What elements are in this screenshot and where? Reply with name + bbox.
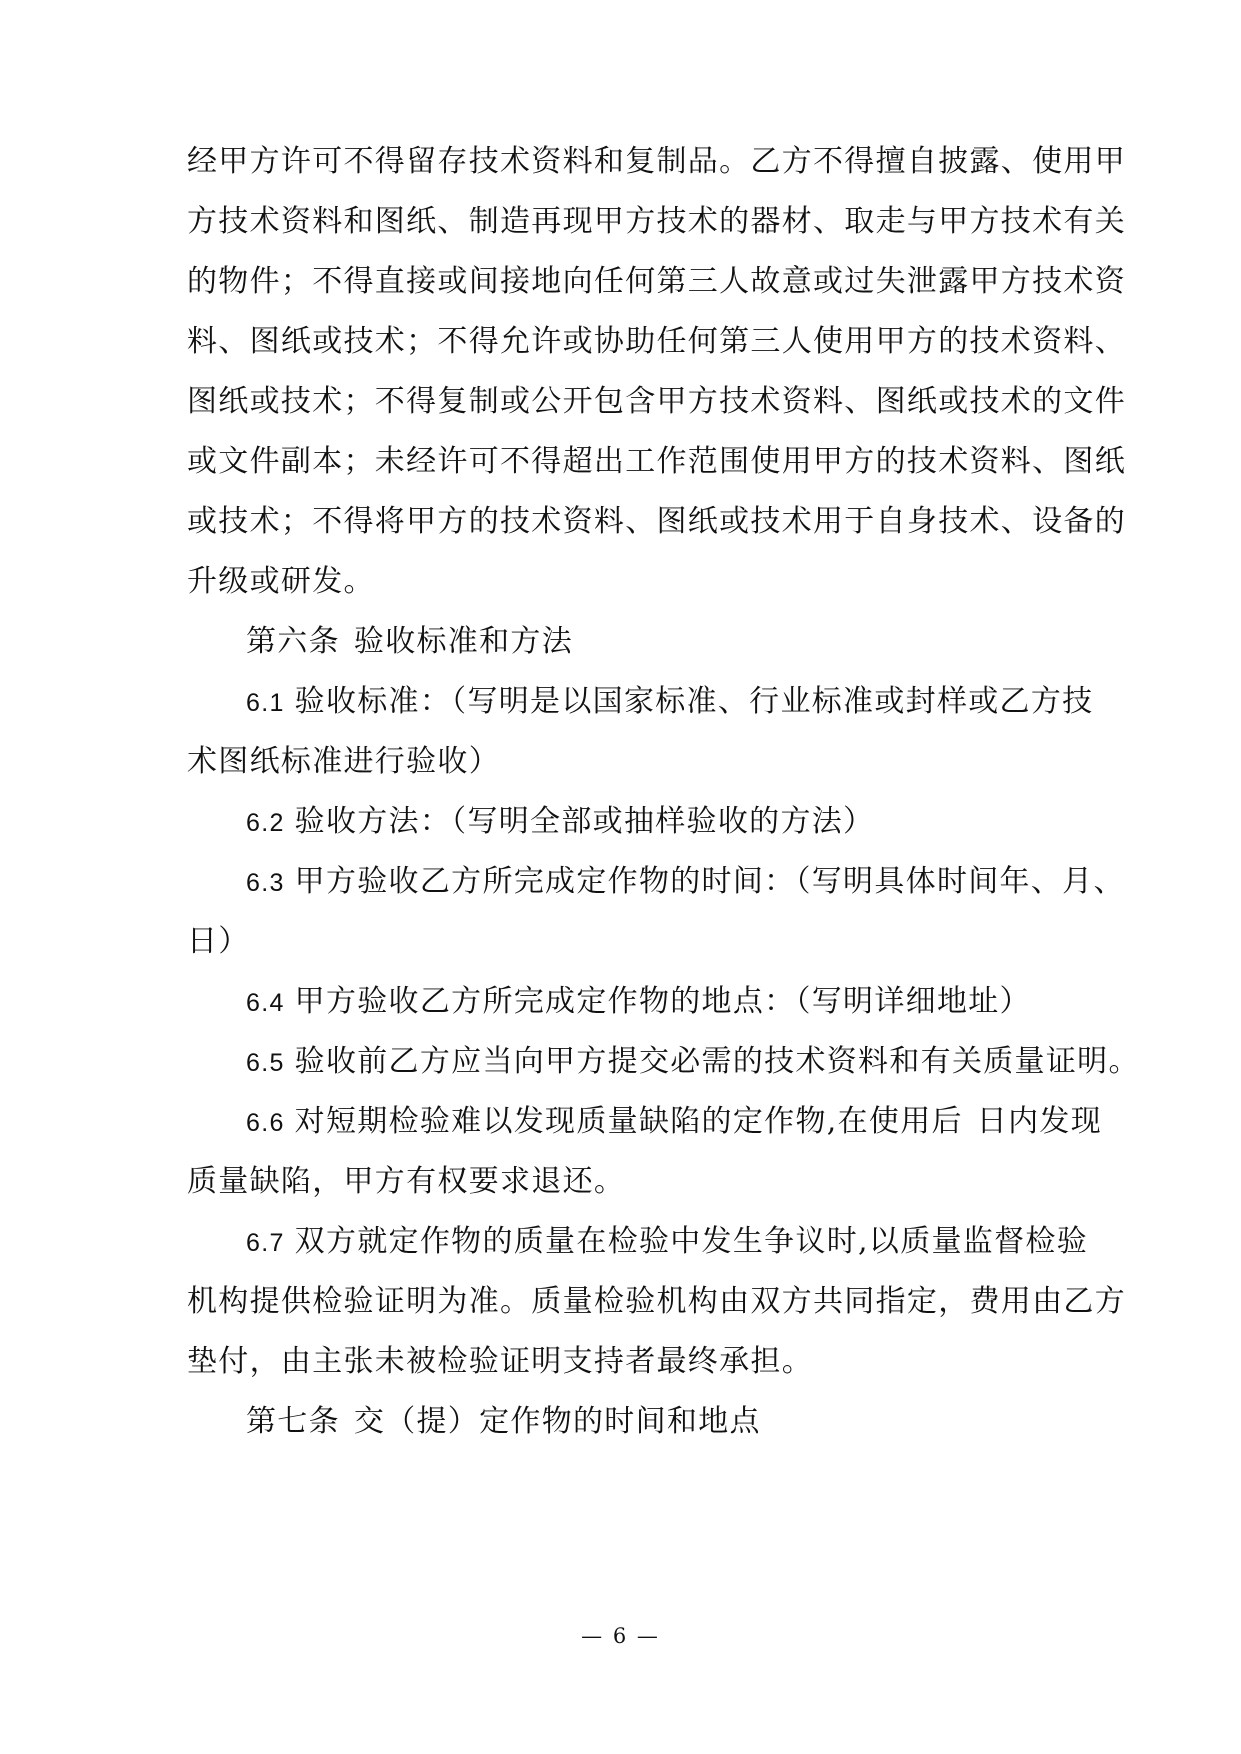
clause-6-3-continuation: 日） bbox=[187, 924, 250, 959]
article-6-heading bbox=[246, 622, 573, 662]
clause-number: 6.2 bbox=[246, 809, 285, 837]
clause-6-7-continuation: 垫付，由主张未被检验证明支持者最终承担。 bbox=[187, 1344, 813, 1379]
paragraph-line: 方技术资料和图纸、制造再现甲方技术的器材、取走与甲方技术有关 bbox=[187, 204, 1126, 239]
clause-number: 6.1 bbox=[246, 689, 285, 717]
clause-6-6 bbox=[246, 1102, 1102, 1143]
clause-text: 验收前乙方应当向甲方提交必需的技术资料和有关质量证明。 bbox=[294, 1044, 1140, 1079]
page-number: — 6 — bbox=[581, 1624, 660, 1648]
clause-6-7 bbox=[246, 1222, 1088, 1263]
paragraph-line: 图纸或技术；不得复制或公开包含甲方技术资料、图纸或技术的文件 bbox=[187, 384, 1126, 419]
paragraph-line: 料、图纸或技术；不得允许或协助任何第三人使用甲方的技术资料、 bbox=[187, 324, 1126, 359]
article-6-title: 验收标准和方法 bbox=[353, 624, 574, 659]
clause-text: 双方就定作物的质量在检验中发生争议时,以质量监督检验 bbox=[294, 1224, 1088, 1259]
clause-text: 对短期检验难以发现质量缺陷的定作物,在使用后 bbox=[294, 1104, 963, 1139]
clause-6-1-continuation: 术图纸标准进行验收） bbox=[187, 744, 500, 779]
clause-number: 6.5 bbox=[246, 1049, 285, 1077]
clause-number: 6.4 bbox=[246, 989, 285, 1017]
clause-6-1 bbox=[246, 682, 1093, 723]
clause-6-2 bbox=[246, 802, 874, 843]
article-7-title: 交（提）定作物的时间和地点 bbox=[353, 1404, 761, 1439]
paragraph-line: 或技术；不得将甲方的技术资料、图纸或技术用于自身技术、设备的 bbox=[187, 504, 1126, 539]
clause-number: 6.3 bbox=[246, 869, 285, 897]
clause-6-5 bbox=[246, 1042, 1140, 1083]
paragraph-line: 升级或研发。 bbox=[187, 564, 375, 599]
clause-text: 甲方验收乙方所完成定作物的时间：（写明具体时间年、月、 bbox=[294, 864, 1125, 899]
clause-6-7-continuation: 机构提供检验证明为准。质量检验机构由双方共同指定，费用由乙方 bbox=[187, 1284, 1126, 1319]
article-7-heading bbox=[246, 1402, 761, 1442]
clause-text-after-blank: 日内发现 bbox=[976, 1104, 1102, 1139]
clause-6-4 bbox=[246, 982, 1031, 1023]
paragraph-line: 经甲方许可不得留存技术资料和复制品。乙方不得擅自披露、使用甲 bbox=[187, 144, 1126, 179]
clause-text: 验收标准：（写明是以国家标准、行业标准或封样或乙方技 bbox=[294, 684, 1094, 719]
clause-text: 验收方法：（写明全部或抽样验收的方法） bbox=[294, 804, 875, 839]
clause-number: 6.7 bbox=[246, 1229, 285, 1257]
article-6-number: 第六条 bbox=[246, 624, 340, 659]
clause-text: 甲方验收乙方所完成定作物的地点：（写明详细地址） bbox=[294, 984, 1031, 1019]
clause-6-3 bbox=[246, 862, 1125, 903]
clause-6-6-continuation: 质量缺陷，甲方有权要求退还。 bbox=[187, 1164, 626, 1199]
paragraph-line: 或文件副本；未经许可不得超出工作范围使用甲方的技术资料、图纸 bbox=[187, 444, 1126, 479]
paragraph-line: 的物件；不得直接或间接地向任何第三人故意或过失泄露甲方技术资 bbox=[187, 264, 1126, 299]
article-7-number: 第七条 bbox=[246, 1404, 340, 1439]
clause-number: 6.6 bbox=[246, 1109, 285, 1137]
